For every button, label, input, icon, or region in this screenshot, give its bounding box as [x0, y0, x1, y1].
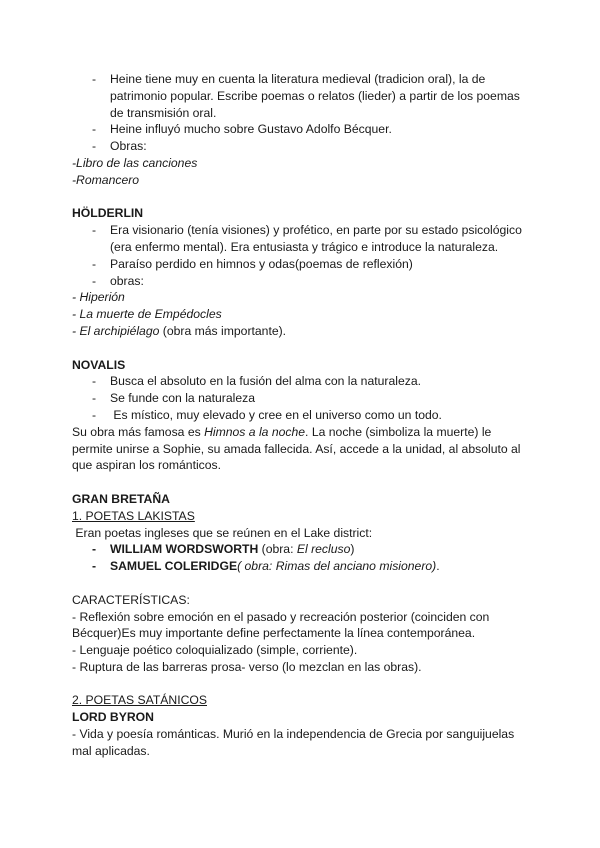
holderlin-work-1: - Hiperión — [72, 290, 125, 305]
heine-bullet-1: - Heine tiene muy en cuenta la literatura medieval (tradicion oral), la de patrimonio popular. Escribe poemas o relatos (lieder) a partir de los poemas de transmisión oral. — [92, 72, 520, 120]
lakistas-intro: Eran poetas ingleses que se reúnen en el Lake district: — [72, 525, 373, 540]
heine-bullet-3: - Obras: — [92, 139, 147, 154]
bullet-dash: - — [92, 273, 97, 288]
byron-heading: LORD BYRON — [72, 710, 154, 725]
lakistas-subheading: 1. POETAS LAKISTAS — [72, 508, 195, 523]
novalis-bullet-3: - Es místico, muy elevado y cree en el universo como un todo. — [92, 407, 442, 422]
holderlin-heading: HÖLDERLIN — [72, 206, 144, 221]
heine-work-1: -Libro de las canciones — [72, 155, 198, 170]
caracteristicas-heading: CARACTERÍSTICAS: — [72, 592, 190, 607]
holderlin-work-2: - La muerte de Empédocles — [72, 307, 222, 322]
bullet-dash: - — [92, 559, 97, 574]
novalis-bullet-1: - Busca el absoluto en la fusión del alma con la naturaleza. — [92, 374, 421, 389]
novalis-bullet-2: - Se funde con la naturaleza — [92, 391, 256, 406]
holderlin-bullet-3: - obras: — [92, 273, 144, 288]
caracteristica-1: - Reflexión sobre emoción en el pasado y recreación posterior (coinciden con Bécquer)Es muy importante define perfectamente la línea contemporánea. — [72, 609, 490, 641]
satanicos-subheading: 2. POETAS SATÁNICOS — [72, 693, 207, 708]
holderlin-work-3: - El archipiélago (obra más importante). — [72, 323, 287, 338]
gran-bretana-heading: GRAN BRETAÑA — [72, 491, 170, 506]
caracteristica-3: - Ruptura de las barreras prosa- verso (lo mezclan en las obras). — [72, 659, 422, 674]
heine-work-2: -Romancero — [72, 172, 140, 187]
document-body — [72, 71, 532, 760]
bullet-dash: - — [92, 542, 97, 557]
holderlin-bullet-2: - Paraíso perdido en himnos y odas(poemas de reflexión) — [92, 256, 413, 271]
bullet-dash: - — [92, 374, 97, 389]
novalis-paragraph: Su obra más famosa es Himnos a la noche. La noche (simboliza la muerte) le permite unirse a Sophie, su amada fallecida. Así, accede a la unidad, al absoluto al que aspiran los románticos. — [72, 424, 521, 473]
byron-text: - Vida y poesía románticas. Murió en la independencia de Grecia por sanguijuelas mal aplicadas. — [72, 727, 515, 758]
poet-coleridge: - SAMUEL COLERIDGE( obra: Rimas del anciano misionero). — [92, 559, 440, 574]
holderlin-bullet-1: - Era visionario (tenía visiones) y profético, en parte por su estado psicológico (era enfermo mental). Era entusiasta y trágico e introduce la naturaleza. — [92, 223, 522, 254]
bullet-dash: - — [92, 256, 97, 271]
heine-bullet-2: - Heine influyó mucho sobre Gustavo Adolfo Bécquer. — [92, 122, 392, 137]
novalis-heading: NOVALIS — [72, 357, 126, 372]
poet-wordsworth: - WILLIAM WORDSWORTH (obra: El recluso) — [92, 542, 355, 557]
bullet-dash: - — [92, 72, 97, 86]
bullet-dash: - — [92, 223, 97, 238]
bullet-dash: - — [92, 122, 97, 137]
bullet-dash: - — [92, 407, 97, 422]
caracteristica-2: - Lenguaje poético coloquializado (simple, corriente). — [72, 643, 358, 658]
bullet-dash: - — [92, 391, 97, 406]
bullet-dash: - — [92, 139, 97, 154]
